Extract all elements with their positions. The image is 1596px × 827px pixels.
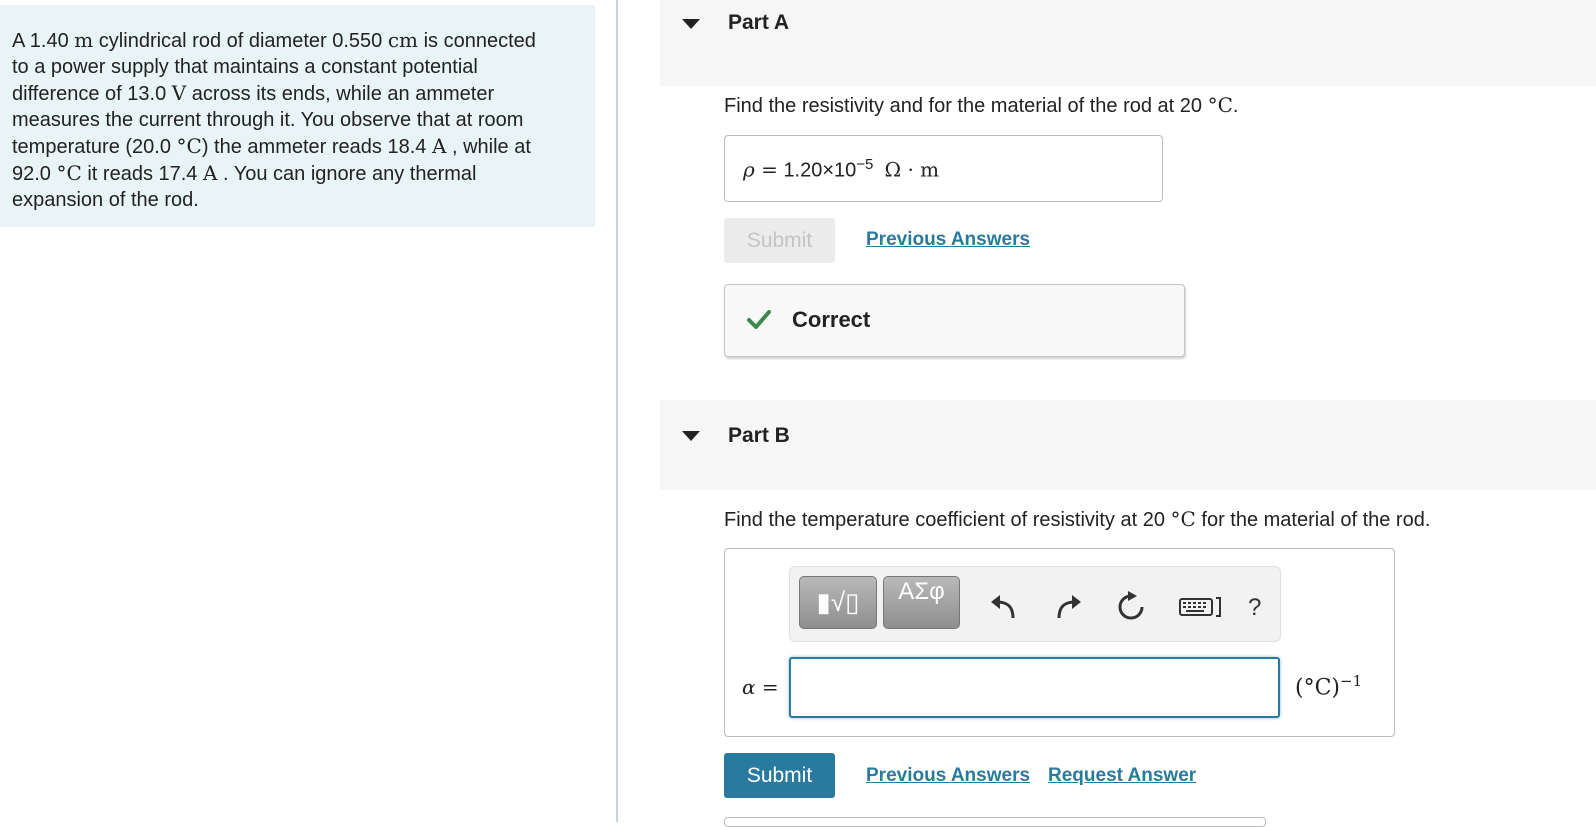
problem-line: expansion of the rod. [12, 189, 199, 211]
part-a-feedback [724, 284, 1185, 357]
part-b-units: $(^\circ C)^{-1}$ [1295, 672, 1363, 701]
part-b-title: Part B [728, 424, 790, 447]
part-a-header[interactable] [660, 0, 1596, 86]
feedback-label: Correct [792, 307, 871, 332]
problem-line: temperature (20.0 °C) the ammeter reads 18.4 A , while at [12, 134, 531, 158]
part-a-answer-box [724, 135, 1163, 202]
part-b-submit-button[interactable]: Submit [724, 753, 835, 798]
problem-line: difference of 13.0 V across its ends, while an ammeter [12, 81, 495, 105]
greek-symbols-button[interactable]: ΑΣφ [883, 576, 960, 629]
keyboard-icon[interactable] [1178, 590, 1224, 624]
reset-icon[interactable] [1114, 590, 1148, 624]
part-a-previous-answers-link[interactable]: Previous Answers [866, 229, 1031, 250]
problem-line: A 1.40 m cylindrical rod of diameter 0.550 cm is connected [12, 28, 536, 52]
part-b-prompt: Find the temperature coefficient of resistivity at 20 °C for the material of the rod. [724, 507, 1431, 531]
problem-statement [0, 5, 595, 227]
part-a-submit-button[interactable]: Submit [724, 218, 835, 263]
part-b-answer-input[interactable] [789, 657, 1280, 718]
problem-line: 92.0 °C it reads 17.4 A . You can ignore any thermal [12, 161, 477, 185]
problem-line: to a power supply that maintains a constant potential [12, 56, 478, 78]
panel-divider [616, 0, 618, 822]
collapse-triangle-icon[interactable] [682, 431, 700, 441]
next-section-box [724, 817, 1266, 827]
part-a-title: Part A [728, 11, 790, 34]
part-b-previous-answers-link[interactable]: Previous Answers [866, 765, 1031, 786]
checkmark-icon [747, 307, 771, 331]
help-button[interactable]: ? [1248, 594, 1262, 621]
undo-icon[interactable] [987, 590, 1021, 624]
part-a-answer: $\rho = 1.20\times 10^{-5}$ Ω · m [743, 156, 940, 182]
part-b-header[interactable] [660, 400, 1596, 490]
problem-line: measures the current through it. You observe that at room [12, 109, 524, 131]
redo-icon[interactable] [1051, 590, 1085, 624]
part-a-prompt: Find the resistivity and for the material of the rod at 20 °C. [724, 93, 1239, 117]
collapse-triangle-icon[interactable] [682, 19, 700, 29]
request-answer-link[interactable]: Request Answer [1048, 765, 1197, 786]
templates-button[interactable]: ▮√▯ [799, 576, 877, 629]
part-b-answer-label: α = [742, 675, 779, 699]
